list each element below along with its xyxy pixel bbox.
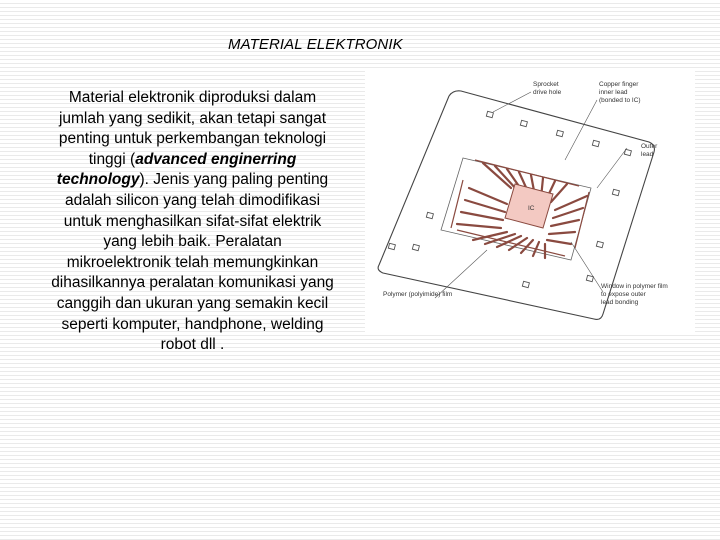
slide-title: MATERIAL ELEKTRONIK [228,36,403,53]
label-copper-2: inner lead [599,89,628,96]
label-outer-1: Outer [641,143,658,150]
ic-chip [505,184,553,228]
body-text-part-2: ). Jenis yang paling penting adalah silicon yang telah dimodifikasi untuk menghasilkan sifat-sifat elektrik yang lebih baik. Peralatan mikroelektronik telah memungkinkan dihasilkannya peralatan komunikasi yang canggih dan ukuran yang semakin kecil seperti komputer, handphone, welding robot dll . [51,171,334,354]
sprocket-holes [388,111,631,287]
figure-drawing [365,70,695,332]
label-window-3: lead bonding [601,299,639,306]
label-polymer: Polymer (polyimide) film [383,291,453,298]
label-copper-3: (bonded to IC) [599,97,641,104]
body-text-emphasis: advanced enginerring technology [56,150,297,189]
label-window-2: to expose outer [601,291,646,298]
label-sprocket-2: drive hole [533,89,562,96]
tape-automated-bonding-figure [365,70,695,332]
body-text-part-1: Material elektronik diproduksi dalam jumlah yang sedikit, akan tetapi sangat penting untuk perkembangan teknologi tinggi ( [58,89,327,168]
label-sprocket-1: Sprocket [533,81,559,88]
label-window-1: Window in polymer film [601,283,668,290]
slide-body-text [50,88,335,356]
ic-label: IC [528,205,535,212]
label-outer-2: lead [641,151,654,158]
label-copper-1: Copper finger [599,81,639,88]
